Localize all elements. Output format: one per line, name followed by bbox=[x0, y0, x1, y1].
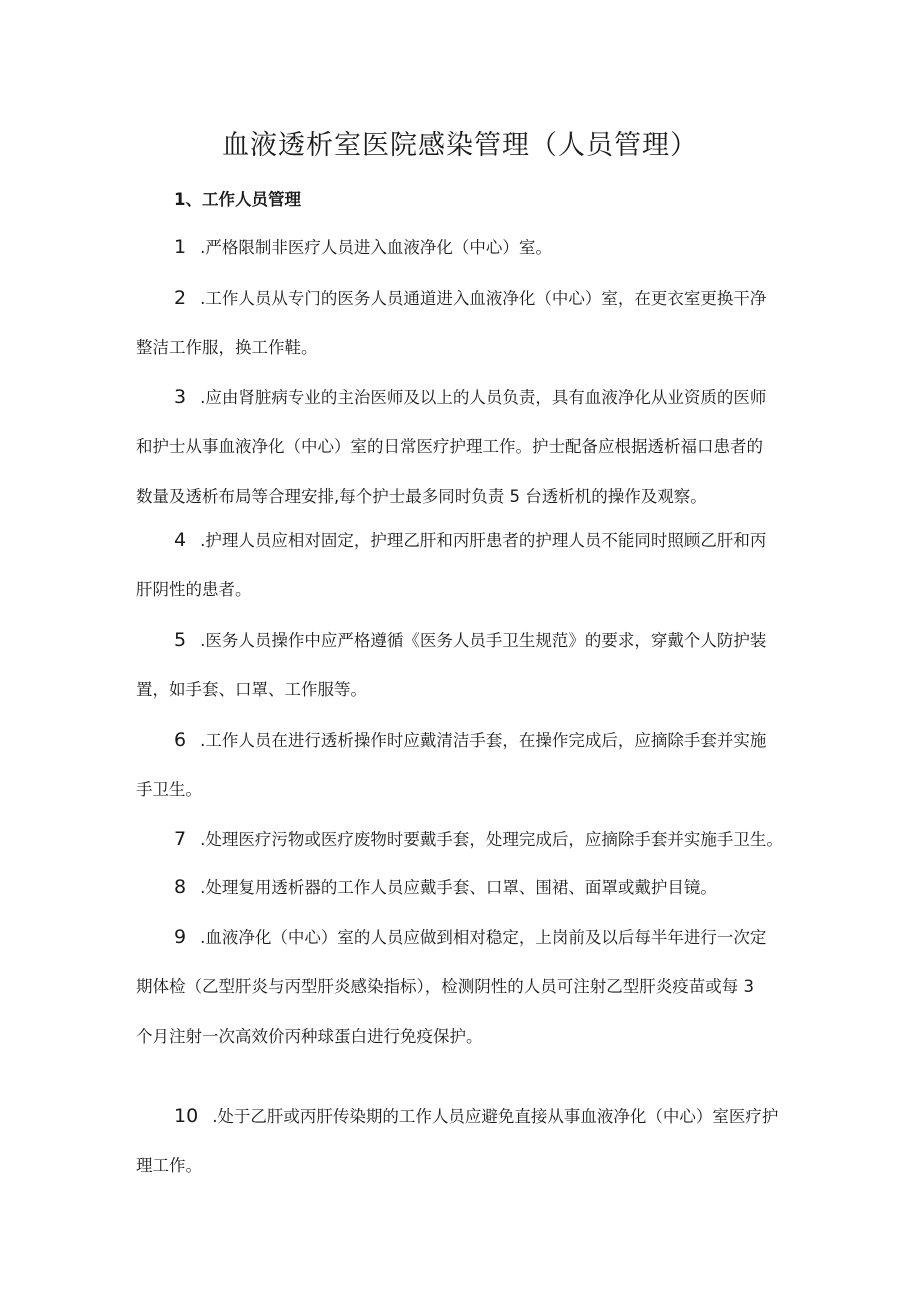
list-item-line bbox=[136, 862, 796, 912]
item-number: 1 bbox=[174, 236, 187, 258]
list-item-line: 和护士从事血液净化（中心）室的日常医疗护理工作。护士配备应根据透析福口患者的 bbox=[136, 437, 763, 456]
item-number: 2 bbox=[174, 287, 187, 309]
item-number: 7 bbox=[174, 828, 187, 850]
item-number: 3 bbox=[174, 386, 187, 408]
list-item-9 bbox=[136, 912, 796, 1062]
item-text: .工作人员从专门的医务人员通道进入血液净化（中心）室，在更衣室更换干净 bbox=[200, 289, 767, 308]
list-item-1 bbox=[136, 222, 796, 272]
list-item-7 bbox=[136, 814, 796, 864]
list-item-line bbox=[136, 615, 796, 665]
list-item-line bbox=[136, 715, 796, 765]
item-text: .处于乙肝或丙肝传染期的工作人员应避免直接从事血液净化（中心）室医疗护 bbox=[212, 1107, 779, 1126]
list-item-6 bbox=[136, 715, 796, 815]
item-number: 4 bbox=[174, 529, 187, 551]
item-number: 10 bbox=[174, 1105, 199, 1127]
list-item-line bbox=[136, 515, 796, 565]
list-item-8 bbox=[136, 862, 796, 912]
item-text: .严格限制非医疗人员进入血液净化（中心）室。 bbox=[200, 238, 552, 257]
page-title: 血液透析室医院感染管理（人员管理） bbox=[222, 130, 698, 161]
item-text: .医务人员操作中应严格遵循《医务人员手卫生规范》的要求，穿戴个人防护装 bbox=[200, 631, 767, 650]
list-item-line: 手卫生。 bbox=[136, 780, 202, 799]
list-item-line: 理工作。 bbox=[136, 1156, 202, 1175]
list-item-line bbox=[136, 372, 796, 422]
list-item-line bbox=[136, 1091, 796, 1141]
item-text: .护理人员应相对固定，护理乙肝和丙肝患者的护理人员不能同时照顾乙肝和丙 bbox=[200, 531, 767, 550]
list-item-line bbox=[136, 222, 796, 272]
list-item-line bbox=[136, 912, 796, 962]
item-number: 8 bbox=[174, 876, 187, 898]
item-text: .工作人员在进行透析操作时应戴清洁手套，在操作完成后，应摘除手套并实施 bbox=[200, 731, 767, 750]
list-item-3 bbox=[136, 372, 796, 522]
list-item-line: 肝阴性的患者。 bbox=[136, 580, 252, 599]
list-item-line bbox=[136, 814, 796, 864]
list-item-line bbox=[136, 273, 796, 323]
item-number: 6 bbox=[174, 729, 187, 751]
list-item-line: 个月注射一次高效价丙种球蛋白进行免疫保护。 bbox=[136, 1027, 483, 1046]
item-text: .处理医疗污物或医疗废物时要戴手套，处理完成后，应摘除手套并实施手卫生。 bbox=[200, 830, 783, 849]
list-item-line: 期体检（乙型肝炎与丙型肝炎感染指标），检测阴性的人员可注射乙型肝炎疫苗或每 3 bbox=[136, 977, 754, 996]
list-item-line: 数量及透析布局等合理安排,每个护士最多同时负责 5 台透析机的操作及观察。 bbox=[136, 487, 707, 506]
list-item-line: 整洁工作服，换工作鞋。 bbox=[136, 338, 318, 357]
list-item-2 bbox=[136, 273, 796, 373]
list-item-5 bbox=[136, 615, 796, 715]
list-item-10 bbox=[136, 1091, 796, 1191]
item-text: .血液净化（中心）室的人员应做到相对稳定，上岗前及以后每半年进行一次定 bbox=[200, 928, 767, 947]
item-number: 9 bbox=[174, 926, 187, 948]
list-item-line: 置，如手套、口罩、工作服等。 bbox=[136, 680, 367, 699]
item-text: .处理复用透析器的工作人员应戴手套、口罩、围裙、面罩或戴护目镜。 bbox=[200, 878, 717, 897]
item-number: 5 bbox=[174, 629, 187, 651]
item-text: .应由肾脏病专业的主治医师及以上的人员负责，具有血液净化从业资质的医师 bbox=[200, 388, 767, 407]
section-heading: 1、工作人员管理 bbox=[174, 190, 301, 209]
list-item-4 bbox=[136, 515, 796, 615]
